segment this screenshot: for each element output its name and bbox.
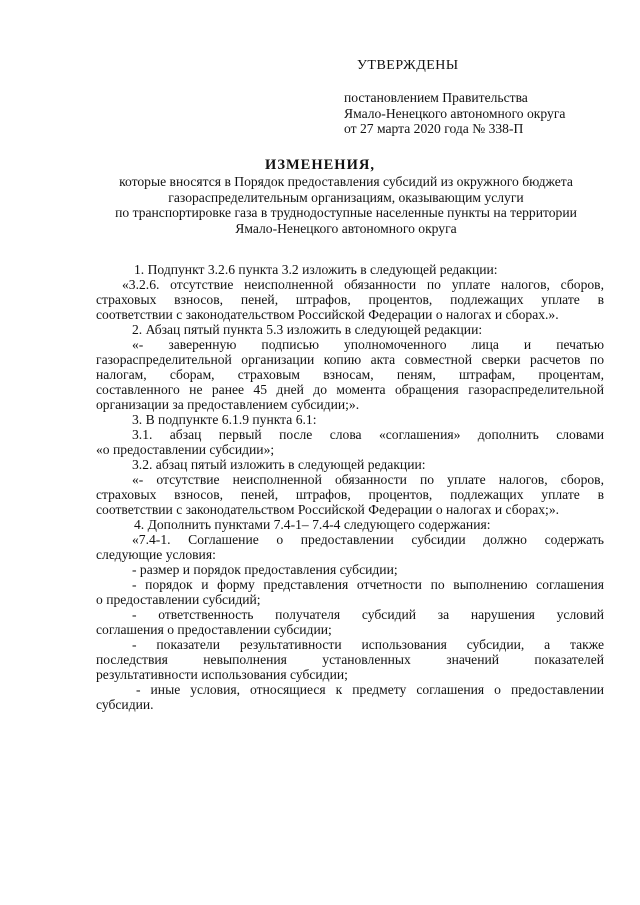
body-line: 3.2. абзац пятый изложить в следующей редакции: [132,457,426,472]
body-line: 2. Абзац пятый пункта 5.3 изложить в следующей редакции: [132,322,483,337]
approval-decree-reference [344,90,624,137]
body-line: 3. В подпункте 6.1.9 пункта 6.1: [132,412,317,427]
body-line: следующие условия: [96,547,216,562]
body-line: - порядок и форму представления отчетности по выполнению соглашения [132,577,604,592]
approval-stamp-heading: УТВЕРЖДЕНЫ [357,58,459,73]
document-subtitle [60,174,632,236]
body-line: соглашения о предоставлении субсидии; [96,622,332,637]
body-line: «3.2.6. отсутствие неисполненной обязанности по уплате налогов, сборов, [122,277,604,292]
subtitle-line: газораспределительным организациям, оказывающим услуги [168,189,524,205]
body-line: «- отсутствие неисполненной обязанности по уплате налогов, сборов, [132,472,604,487]
body-line: результативности использования субсидии; [96,667,348,682]
subtitle-line: по транспортировке газа в труднодоступные населенные пункты на территории [115,205,577,220]
body-line: «о предоставлении субсидии»; [96,442,275,457]
body-line: - размер и порядок предоставления субсидии; [132,562,398,577]
body-line: соответствии с законодательством Российской Федерации о налогах и сборах.». [96,307,559,322]
body-line: - иные условия, относящиеся к предмету соглашения о предоставлении [136,682,604,697]
body-line: последствия невыполнения установленных значений показателей [96,652,604,667]
body-line: 1. Подпункт 3.2.6 пункта 3.2 изложить в следующей редакции: [134,262,498,277]
body-line: «7.4-1. Соглашение о предоставлении субсидии должно содержать [132,532,604,547]
body-line: страховых взносов, пеней, штрафов, процентов, подлежащих уплате в [96,292,604,307]
body-line: «- заверенную подписью уполномоченного лица и печатью [132,337,604,352]
subtitle-line: Ямало-Ненецкого автономного округа [235,220,457,236]
document-title: ИЗМЕНЕНИЯ, [265,157,375,173]
body-line: субсидии. [96,697,154,712]
body-line: газораспределительной организации копию акта совместной сверки расчетов по [96,352,604,367]
body-line: о предоставлении субсидий; [96,592,261,607]
decree-line: Ямало-Ненецкого автономного округа [344,105,566,121]
subtitle-line: которые вносятся в Порядок предоставления субсидий из окружного бюджета [119,174,573,189]
body-line: соответствии с законодательством Российской Федерации о налогах и сборах;». [96,502,560,517]
body-line: 4. Дополнить пунктами 7.4-1– 7.4-4 следующего содержания: [134,517,491,532]
body-line: налогам, сборам, страховым взносам, пеням, штрафам, процентам, [96,367,604,382]
decree-line: постановлением Правительства [344,90,528,105]
body-line: - показатели результативности использования субсидии, а также [132,637,604,652]
document-body [96,262,604,712]
body-line: составленного не ранее 45 дней до момента обращения газораспределительной [96,382,604,397]
decree-line: от 27 марта 2020 года № 338-П [344,121,524,136]
body-line: 3.1. абзац первый после слова «соглашения» дополнить словами [132,427,604,442]
body-line: - ответственность получателя субсидий за нарушения условий [132,607,604,622]
body-line: страховых взносов, пеней, штрафов, процентов, подлежащих уплате в [96,487,604,502]
body-line: организации за предоставлением субсидии;». [96,397,360,412]
